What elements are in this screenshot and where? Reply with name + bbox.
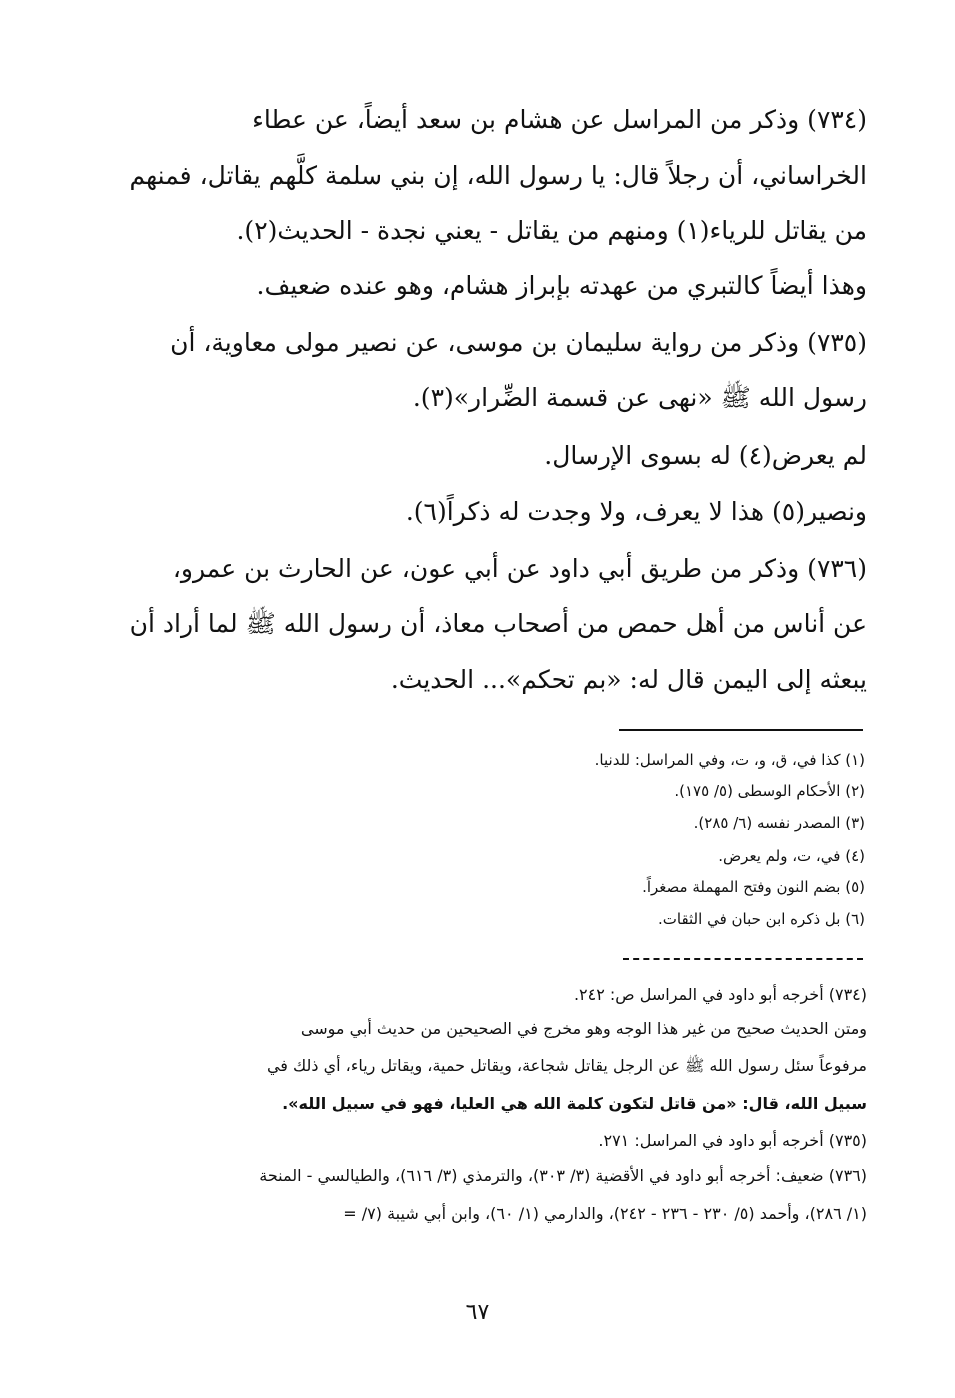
takhrij-line-5: (٧٣٥) أخرجه أبو داود في المراسل: ٢٧١. [598,1131,867,1150]
main-line-2: الخراساني، أن رجلاً قال: يا رسول الله، إن بني سلمة كلَّهم يقاتل، فمنهم [129,161,867,190]
main-line-1: (٧٣٤) وذكر من المراسل عن هشام بن سعد أيضاً، عن عطاء [252,105,867,134]
page-number: ٦٧ [465,1300,490,1325]
footnote-2: (٢) الأحكام الوسطى (٥/ ١٧٥). [674,782,865,800]
main-line-6: رسول الله ﷺ «نهى عن قسمة الضِّرار»(٣). [412,383,867,412]
takhrij-line-3: مرفوعاً سئل رسول الله ﷺ عن الرجل يقاتل شجاعة، ويقاتل حمية، ويقاتل رياء، أي ذلك في [266,1056,867,1075]
takhrij-line-1: (٧٣٤) أخرجه أبو داود في المراسل ص: ٢٤٢. [573,985,867,1004]
takhrij-line-6: (٧٣٦) ضعيف: أخرجه أبو داود في الأقضية (٣/ ٣٠٣)، والترمذي (٣/ ٦١٦)، والطيالسي - المنحة [259,1166,867,1185]
main-line-3: من يقاتل للرياء(١) ومنهم من يقاتل - يعني نجدة - الحديث(٢). [236,216,867,245]
main-line-10: عن أناس من أهل حمص من أصحاب معاذ، أن رسول الله ﷺ لما أراد أن [129,609,867,638]
main-line-9: (٧٣٦) وذكر من طريق أبي داود عن أبي عون، عن الحارث بن عمرو، [172,554,867,583]
main-line-4: وهذا أيضاً كالتبري من عهدته بإبراز هشام، وهو عنده ضعيف. [256,271,867,300]
main-line-11: يبعثه إلى اليمن قال له: «بم تحكم»... الحديث. [390,665,867,694]
footnote-5: (٥) بضم النون وفتح المهملة مصغراً. [642,878,865,896]
takhrij-line-2: ومتن الحديث صحيح من غير هذا الوجه وهو مخرج في الصحيحين من حديث أبي موسى [300,1019,867,1038]
takhrij-line-7: (١/ ٢٨٦)، وأحمد (٥/ ٢٣٠ - ٢٣٦ - ٢٤٢)، والدارمي (١/ ٦٠)، وابن أبي شيبة (٧/ = [343,1204,867,1223]
main-line-5: (٧٣٥) وذكر من رواية سليمان بن موسى، عن نصير مولى معاوية، أن [170,328,867,357]
main-line-8: ونصير(٥) هذا لا يعرف، ولا وجدت له ذكراً(٦). [405,497,867,526]
main-line-7: لم يعرض(٤) له بسوى الإرسال. [544,441,867,470]
takhrij-line-4: سبيل الله، قال: «من قاتل لتكون كلمة الله هي العليا، فهو في سبيل الله». [282,1094,867,1113]
footnote-separator [619,729,863,731]
takhrij-separator [623,958,863,960]
footnote-3: (٣) المصدر نفسه (٦/ ٢٨٥). [693,814,865,832]
footnote-4: (٤) في، ت، ولم يعرض. [718,847,865,865]
footnote-6: (٦) بل ذكره ابن حبان في الثقات. [657,910,865,928]
footnote-1: (١) كذا في، ق، و، ت، وفي المراسل: للدنيا. [594,751,865,769]
